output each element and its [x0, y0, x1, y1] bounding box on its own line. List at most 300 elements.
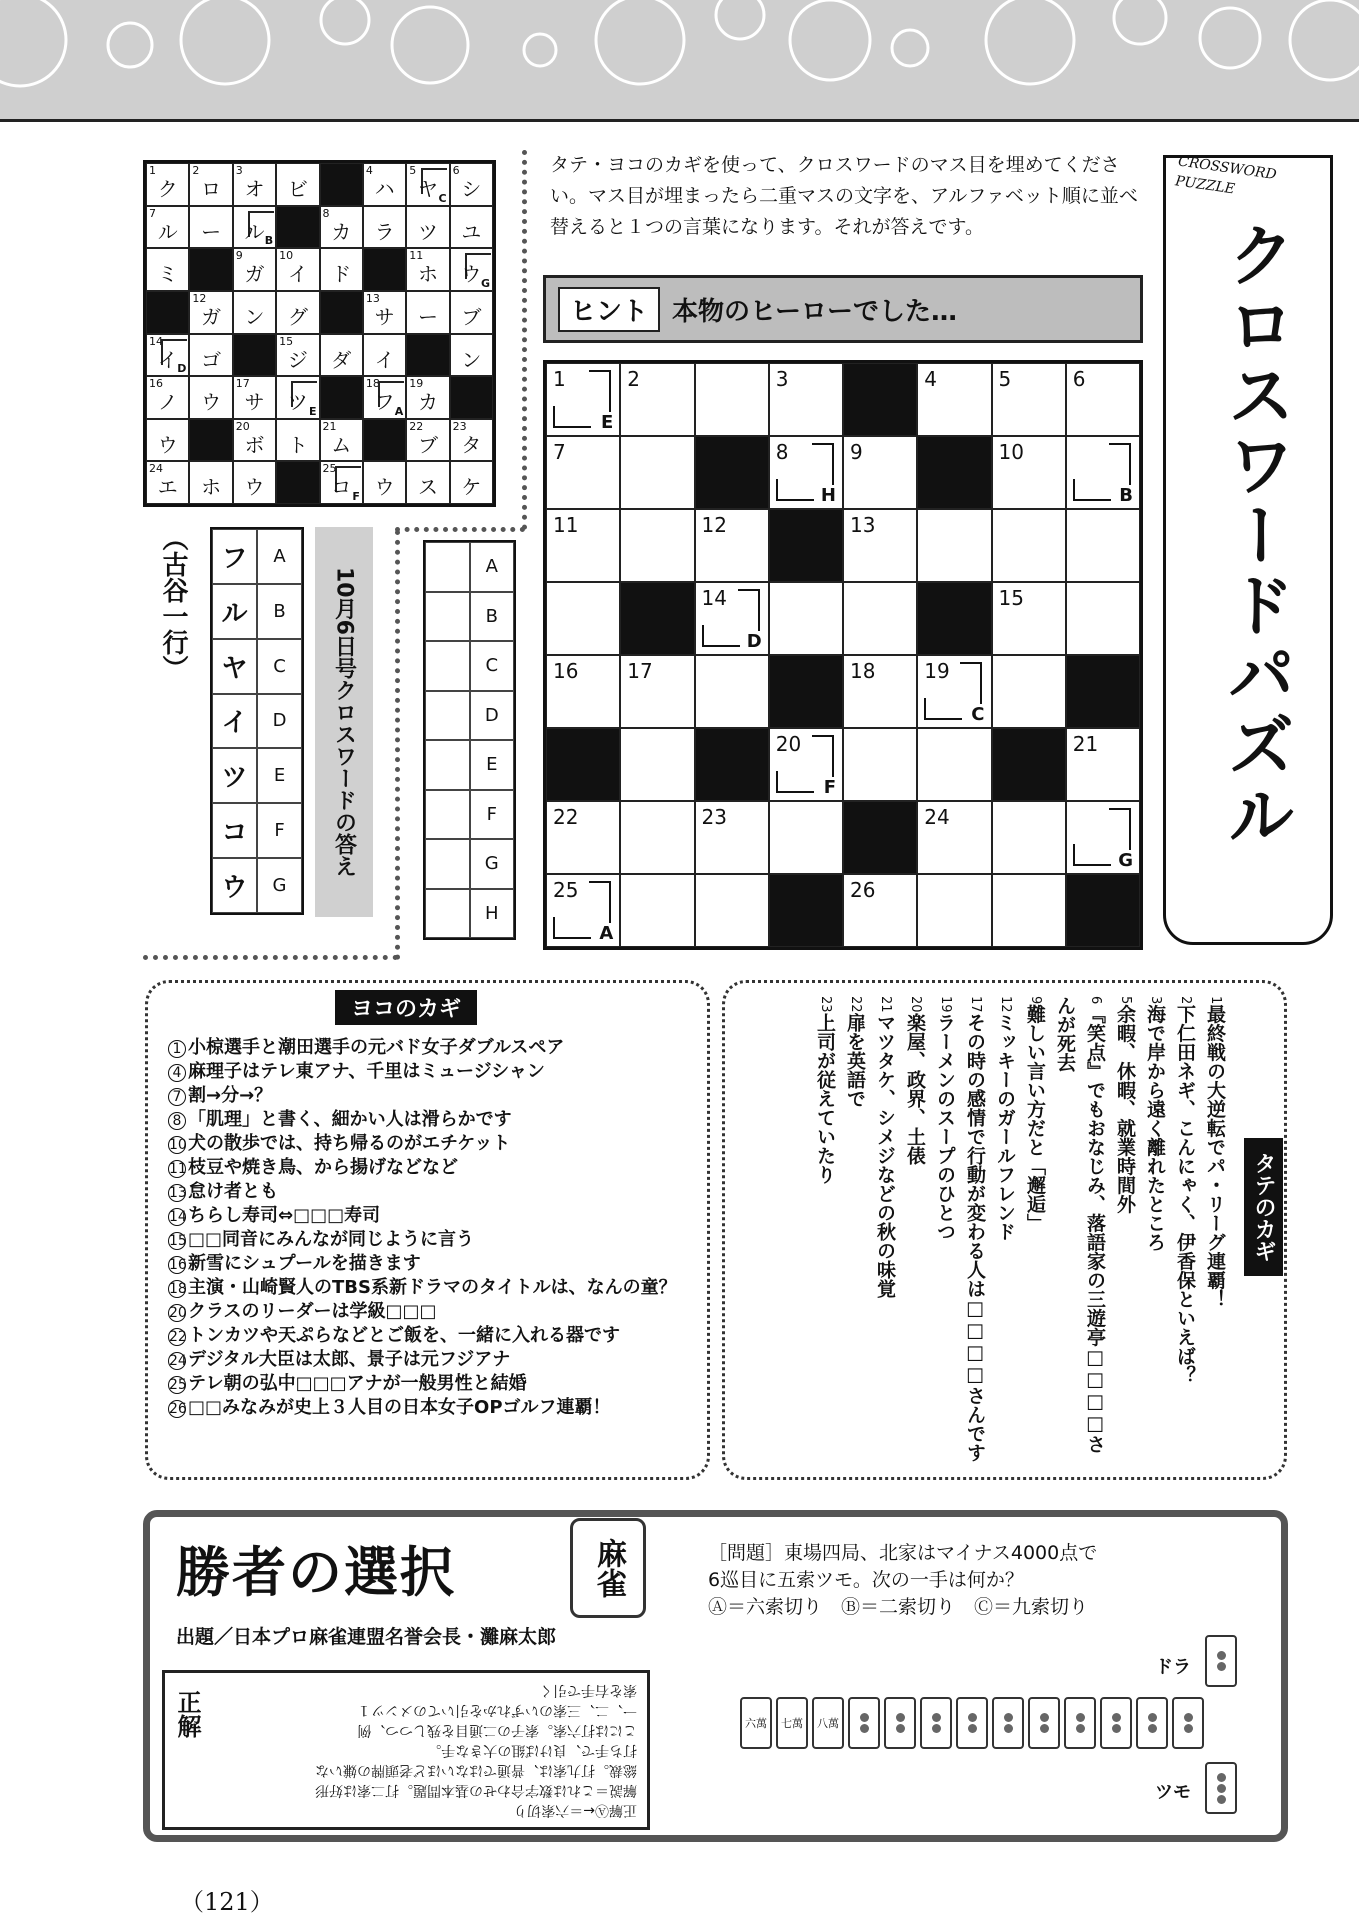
- clue-number: 2: [1178, 996, 1193, 1005]
- grid-cell: [450, 206, 493, 249]
- cell-number: 3: [775, 367, 789, 391]
- black-cell: [276, 206, 319, 249]
- cell-letter: B: [264, 234, 274, 248]
- clue-text: 怠け者とも: [188, 1181, 278, 1202]
- black-cell: [620, 582, 694, 655]
- pip-icon: [968, 1713, 977, 1722]
- clue-number: 22: [169, 1329, 187, 1345]
- grid-cell: [769, 801, 843, 874]
- answer-letter: D: [470, 691, 515, 741]
- grid-cell: [917, 509, 991, 582]
- clue-text: 新雪にシュプールを描きます: [188, 1253, 421, 1274]
- grid-cell: [695, 801, 769, 874]
- clue-number: 8: [168, 1112, 186, 1130]
- grid-cell: [146, 206, 189, 249]
- tile-label: 六萬: [745, 1717, 767, 1730]
- clue-number: 1: [168, 1040, 186, 1058]
- across-clue: [168, 1372, 708, 1396]
- grid-cell: [406, 248, 449, 291]
- grid-cell: [992, 363, 1066, 436]
- across-clue: [168, 1132, 708, 1156]
- black-cell: [189, 248, 232, 291]
- answer-letter: H: [470, 889, 515, 939]
- across-clue: [168, 1108, 708, 1132]
- grid-cell: [363, 163, 406, 206]
- grid-cell: [843, 874, 917, 947]
- grid-cell: [276, 419, 319, 462]
- grid-cell: [1066, 801, 1140, 874]
- mahjong-answer-box: [162, 1670, 650, 1830]
- pip-icon: [1217, 1795, 1226, 1804]
- cell-char: ノ: [157, 390, 178, 415]
- clue-number: 16: [169, 1257, 187, 1273]
- grid-cell: [189, 334, 232, 377]
- answer-char: フ: [212, 529, 257, 584]
- clue-text: 最終戦の大逆転でパ・リーグ連覇！: [1204, 1004, 1226, 1309]
- grid-cell: [1066, 582, 1140, 655]
- grid-cell: [189, 163, 232, 206]
- pip-icon: [1217, 1662, 1226, 1671]
- clue-number: 14: [169, 1209, 187, 1225]
- cell-number: 10: [279, 249, 294, 263]
- grid-cell: [276, 376, 319, 419]
- previous-answer-label: 10月6日号クロスワードの答え: [315, 527, 373, 917]
- cell-char: エ: [157, 475, 178, 500]
- answer-letter: F: [470, 790, 515, 840]
- black-cell: [450, 376, 493, 419]
- grid-cell: [450, 334, 493, 377]
- pip-icon: [932, 1713, 941, 1722]
- grid-cell: [320, 248, 363, 291]
- cell-char: ホ: [417, 262, 438, 287]
- cell-char: ー: [201, 219, 222, 244]
- divider: [395, 530, 400, 960]
- cell-char: ミ: [157, 262, 178, 287]
- cell-char: オ: [244, 177, 265, 201]
- grid-cell: [450, 248, 493, 291]
- cell-number: 26: [850, 878, 876, 902]
- grid-cell: [189, 291, 232, 334]
- clue-text: 上司が従えていたり: [814, 1012, 836, 1184]
- grid-cell: [450, 419, 493, 462]
- cell-number: 13: [365, 291, 380, 305]
- grid-cell: [917, 801, 991, 874]
- grid-cell: [406, 163, 449, 206]
- cell-char: ブ: [417, 432, 438, 457]
- answer-letter: C: [257, 639, 302, 694]
- pip-icon: [1217, 1651, 1226, 1660]
- question-line: Ⓐ＝六索切り Ⓑ＝二索切り Ⓒ＝九索切り: [708, 1596, 1089, 1618]
- black-cell: [363, 248, 406, 291]
- clue-text: クラスのリーダーは学級□□□: [188, 1301, 437, 1322]
- cell-number: 15: [998, 586, 1024, 610]
- hand-tile: [1172, 1697, 1204, 1749]
- cell-number: 1: [553, 367, 566, 391]
- bubble-decoration: [0, 0, 1359, 122]
- clue-number: 4: [168, 1064, 186, 1082]
- grid-cell: [146, 163, 189, 206]
- answer-char: イ: [212, 694, 257, 749]
- grid-cell: [695, 655, 769, 728]
- grid-cell: [695, 874, 769, 947]
- down-clue: [990, 996, 1020, 1466]
- cell-char: シ: [461, 177, 482, 201]
- cell-number: 21: [1072, 732, 1099, 756]
- clue-number: 7: [168, 1088, 186, 1106]
- pip-icon: [1148, 1713, 1157, 1722]
- cell-letter: E: [308, 404, 317, 418]
- across-clue: [168, 1300, 708, 1324]
- grid-cell: [363, 461, 406, 504]
- hint-text: 本物のヒーローでした…: [672, 296, 957, 327]
- cell-number: 9: [235, 249, 243, 263]
- grid-cell: [620, 655, 694, 728]
- answer-letter: G: [257, 858, 302, 913]
- down-clue: [840, 996, 870, 1466]
- clue-text: ラーメンのスープのひとつ: [934, 1012, 956, 1241]
- cell-number: 12: [701, 513, 727, 537]
- grid-cell: [620, 874, 694, 947]
- hand-tile: [1028, 1697, 1060, 1749]
- cell-char: ゴ: [201, 347, 222, 372]
- tile-label: 七萬: [781, 1717, 803, 1730]
- answer-char: ツ: [212, 748, 257, 803]
- answer-letter: E: [470, 740, 515, 790]
- down-clue: [1170, 996, 1200, 1466]
- pip-icon: [1184, 1713, 1193, 1722]
- black-cell: [917, 582, 991, 655]
- page-number: （121）: [180, 1888, 274, 1916]
- grid-cell: [450, 163, 493, 206]
- cell-char: ロ: [201, 177, 222, 201]
- cell-char: ウ: [244, 475, 265, 500]
- grid-cell: [146, 461, 189, 504]
- cell-number: 16: [553, 659, 579, 683]
- grid-cell: [146, 419, 189, 462]
- cell-char: ダ: [331, 347, 352, 372]
- tsumo-label: ツモ: [1155, 1782, 1191, 1803]
- cell-char: イ: [287, 262, 308, 287]
- clue-number: 20: [169, 1305, 187, 1321]
- grid-cell: [769, 728, 843, 801]
- cell-char: ウ: [157, 432, 178, 457]
- cell-letter: G: [480, 276, 490, 290]
- grid-cell: [276, 334, 319, 377]
- down-clue: [1110, 996, 1140, 1466]
- black-cell: [769, 509, 843, 582]
- clue-number: 12: [998, 996, 1013, 1013]
- clue-text: テレ朝の弘中□□□アナが一般男性と結婚: [188, 1373, 527, 1394]
- black-cell: [843, 801, 917, 874]
- cell-number: 4: [365, 164, 373, 177]
- clue-number: 23: [818, 996, 833, 1013]
- grid-cell: [620, 436, 694, 509]
- answer-char: コ: [212, 803, 257, 858]
- down-clue: [1020, 996, 1050, 1466]
- grid-cell: [233, 248, 276, 291]
- black-cell: [917, 436, 991, 509]
- clue-text: 扉を英語で: [844, 1012, 866, 1108]
- grid-cell: [546, 582, 620, 655]
- mahjong-title: 勝者の選択: [176, 1541, 456, 1604]
- across-clue: [168, 1060, 708, 1084]
- clue-number: 26: [169, 1401, 187, 1417]
- clue-number: 24: [169, 1353, 187, 1369]
- grid-cell: [546, 801, 620, 874]
- answer-blank-cell: [425, 740, 470, 790]
- pip-icon: [932, 1724, 941, 1733]
- grid-cell: [406, 376, 449, 419]
- grid-cell: [233, 376, 276, 419]
- cell-number: 11: [553, 513, 579, 537]
- clue-number: 17: [968, 996, 983, 1013]
- hand-tile: [1100, 1697, 1132, 1749]
- clue-number: 3: [1148, 996, 1163, 1005]
- cell-letter: A: [599, 923, 614, 944]
- answer-line: 総裁。打九索は、普通ではないほど老頭牌の嫌いな: [315, 1762, 637, 1778]
- grid-cell: [546, 655, 620, 728]
- clue-text: デジタル大臣は太郎、景子は元フジアナ: [188, 1349, 511, 1370]
- answer-line: 索を右手で引く: [539, 1682, 637, 1698]
- grid-cell: [620, 801, 694, 874]
- cell-number: 13: [850, 513, 876, 537]
- pip-icon: [1076, 1713, 1085, 1722]
- cell-number: 19: [924, 659, 950, 683]
- answer-text-upside-down: [235, 1681, 637, 1819]
- cell-char: ウ: [201, 390, 222, 415]
- cell-number: 23: [701, 805, 727, 829]
- clue-number: 19: [938, 996, 953, 1013]
- cell-char: ム: [331, 432, 352, 457]
- grid-cell: [917, 363, 991, 436]
- across-clue: [168, 1276, 708, 1300]
- cell-number: 19: [409, 377, 424, 391]
- cell-letter: F: [352, 490, 360, 503]
- answer-blank-cell: [425, 641, 470, 691]
- pip-icon: [1040, 1724, 1049, 1733]
- cell-number: 24: [924, 805, 950, 829]
- answer-letter: A: [257, 529, 302, 584]
- down-clue: [1200, 996, 1230, 1466]
- grid-cell: [320, 334, 363, 377]
- cell-char: ウ: [374, 475, 395, 500]
- cell-number: 14: [149, 334, 163, 348]
- pip-icon: [968, 1724, 977, 1733]
- cell-char: ツ: [287, 390, 308, 415]
- across-clue-list: [168, 1036, 708, 1420]
- cell-char: カ: [417, 390, 438, 415]
- clue-text: 難しい言い方だと「邂逅」: [1024, 1004, 1046, 1233]
- across-clue: [168, 1252, 708, 1276]
- black-cell: [320, 163, 363, 206]
- cell-char: ル: [157, 219, 178, 244]
- cell-letter: A: [394, 404, 404, 418]
- cell-number: 24: [149, 462, 163, 476]
- hand-tile: [812, 1697, 844, 1749]
- cell-char: ラ: [374, 219, 395, 244]
- grid-cell: [233, 206, 276, 249]
- grid-cell: [189, 376, 232, 419]
- answer-line: 一、二、三索のいずれかを引いてのメンツ１: [357, 1702, 637, 1718]
- grid-cell: [917, 874, 991, 947]
- black-cell: [146, 291, 189, 334]
- grid-cell: [363, 376, 406, 419]
- clue-text: 下仁田ネギ、こんにゃく、伊香保といえば？: [1174, 1004, 1196, 1385]
- hand-tile: [1064, 1697, 1096, 1749]
- cell-number: 5: [998, 367, 1012, 391]
- hand-tile: [848, 1697, 880, 1749]
- across-clue: [168, 1228, 708, 1252]
- pip-icon: [896, 1713, 905, 1722]
- grid-cell: [406, 461, 449, 504]
- clue-text: 割→分→？: [188, 1085, 273, 1106]
- cell-number: 7: [553, 440, 566, 464]
- mahjong-question: [708, 1540, 1097, 1621]
- answer-char: ウ: [212, 858, 257, 913]
- cell-char: ガ: [201, 304, 222, 329]
- clue-text: 犬の散歩では、持ち帰るのがエチケット: [188, 1133, 511, 1154]
- pip-icon: [1217, 1784, 1226, 1793]
- mahjong-author: 出題／日本プロ麻雀連盟名誉会長・灘麻太郎: [176, 1626, 557, 1648]
- cell-number: 23: [452, 419, 467, 433]
- grid-cell: [546, 363, 620, 436]
- header-band: [0, 0, 1359, 122]
- cell-number: 8: [775, 440, 789, 464]
- cell-number: 9: [850, 440, 863, 464]
- cell-char: カ: [331, 219, 352, 244]
- clue-number: 20: [908, 996, 923, 1013]
- clue-number: 18: [169, 1281, 187, 1297]
- grid-cell: [189, 461, 232, 504]
- clue-text: ミッキーのガールフレンド: [994, 1012, 1016, 1241]
- answer-letter: C: [470, 641, 515, 691]
- answer-entry-table: [423, 540, 516, 940]
- grid-cell: [406, 419, 449, 462]
- down-clue: [900, 996, 930, 1466]
- black-cell: [320, 376, 363, 419]
- across-heading: ヨコのカギ: [335, 990, 477, 1025]
- answer-letter: G: [470, 839, 515, 889]
- cell-number: 20: [235, 419, 250, 433]
- black-cell: [546, 728, 620, 801]
- hint-box: [543, 275, 1143, 343]
- cell-number: 2: [627, 367, 640, 391]
- previous-answer-name: （古谷一行）: [158, 525, 188, 681]
- across-clue: [168, 1180, 708, 1204]
- grid-cell: [233, 291, 276, 334]
- across-clue: [168, 1084, 708, 1108]
- divider: [143, 955, 398, 960]
- hand-tile: [776, 1697, 808, 1749]
- clue-text: 『笑点』でもおなじみ、落語家の三遊亭□□□□さんが死去: [1054, 996, 1106, 1454]
- across-clue: [168, 1324, 708, 1348]
- cell-char: フ: [374, 390, 395, 415]
- black-cell: [406, 334, 449, 377]
- cell-char: ー: [417, 304, 438, 329]
- cell-char: ヤ: [417, 177, 438, 201]
- clue-text: トンカツや天ぷらなどとご飯を、一緒に入れる器です: [188, 1325, 620, 1346]
- grid-cell: [992, 655, 1066, 728]
- black-cell: [1066, 874, 1140, 947]
- hand-tile: [920, 1697, 952, 1749]
- grid-cell: [843, 436, 917, 509]
- black-cell: [695, 728, 769, 801]
- tile-label: 八萬: [817, 1717, 839, 1730]
- cell-letter: C: [438, 191, 447, 205]
- grid-cell: [450, 291, 493, 334]
- grid-cell: [1066, 728, 1140, 801]
- grid-cell: [320, 461, 363, 504]
- answer-blank-cell: [425, 691, 470, 741]
- grid-cell: [546, 509, 620, 582]
- cell-number: 7: [149, 206, 156, 220]
- grid-cell: [546, 436, 620, 509]
- grid-cell: [146, 334, 189, 377]
- cell-number: 17: [627, 659, 653, 683]
- clue-number: 6: [1088, 996, 1103, 1005]
- clue-text: □□みなみが史上３人目の日本女子OPゴルフ連覇！: [188, 1397, 611, 1418]
- down-heading: タテのカギ: [1244, 1138, 1283, 1276]
- cell-char: コ: [331, 475, 352, 500]
- cell-number: 16: [149, 377, 163, 391]
- cell-number: 6: [452, 164, 460, 177]
- grid-cell: [992, 436, 1066, 509]
- down-clue-list: [740, 996, 1230, 1466]
- grid-cell: [843, 582, 917, 655]
- black-cell: [320, 291, 363, 334]
- black-cell: [769, 655, 843, 728]
- cell-char: ル: [244, 219, 265, 244]
- clue-text: □□同音にみんなが同じように言う: [188, 1229, 475, 1250]
- grid-cell: [363, 334, 406, 377]
- cell-number: 10: [998, 440, 1024, 464]
- pip-icon: [1004, 1724, 1013, 1733]
- grid-cell: [992, 582, 1066, 655]
- grid-cell: [146, 376, 189, 419]
- previous-answer-table: [210, 527, 304, 915]
- black-cell: [843, 363, 917, 436]
- clue-text: 麻理子はテレ東アナ、千里はミュージシャン: [188, 1061, 545, 1082]
- cell-number: 6: [1072, 367, 1086, 391]
- cell-char: ド: [331, 262, 352, 287]
- question-line: ［問題］東場四局、北家はマイナス4000点で: [708, 1542, 1098, 1564]
- grid-cell: [917, 655, 991, 728]
- down-clue: [870, 996, 900, 1466]
- clue-number: 13: [169, 1185, 187, 1201]
- crossword-grid: [543, 360, 1143, 950]
- answer-char: ル: [212, 584, 257, 639]
- clue-number: 25: [169, 1377, 187, 1393]
- grid-cell: [992, 874, 1066, 947]
- grid-cell: [450, 461, 493, 504]
- cell-char: ン: [461, 347, 482, 372]
- cell-char: ト: [287, 432, 308, 457]
- black-cell: [769, 874, 843, 947]
- clue-number: 22: [848, 996, 863, 1013]
- cell-char: ケ: [461, 475, 482, 500]
- divider: [395, 527, 525, 532]
- cell-number: 15: [279, 334, 294, 348]
- cell-number: 2: [192, 164, 200, 177]
- answer-line: 打ち手で、良けば組の大きな手。: [427, 1742, 637, 1758]
- cell-letter: F: [823, 777, 836, 798]
- cell-number: 25: [322, 462, 337, 476]
- grid-cell: [1066, 509, 1140, 582]
- pip-icon: [1112, 1713, 1121, 1722]
- cell-char: ス: [417, 475, 438, 500]
- clue-number: 11: [169, 1161, 187, 1177]
- cell-char: ボ: [244, 432, 265, 457]
